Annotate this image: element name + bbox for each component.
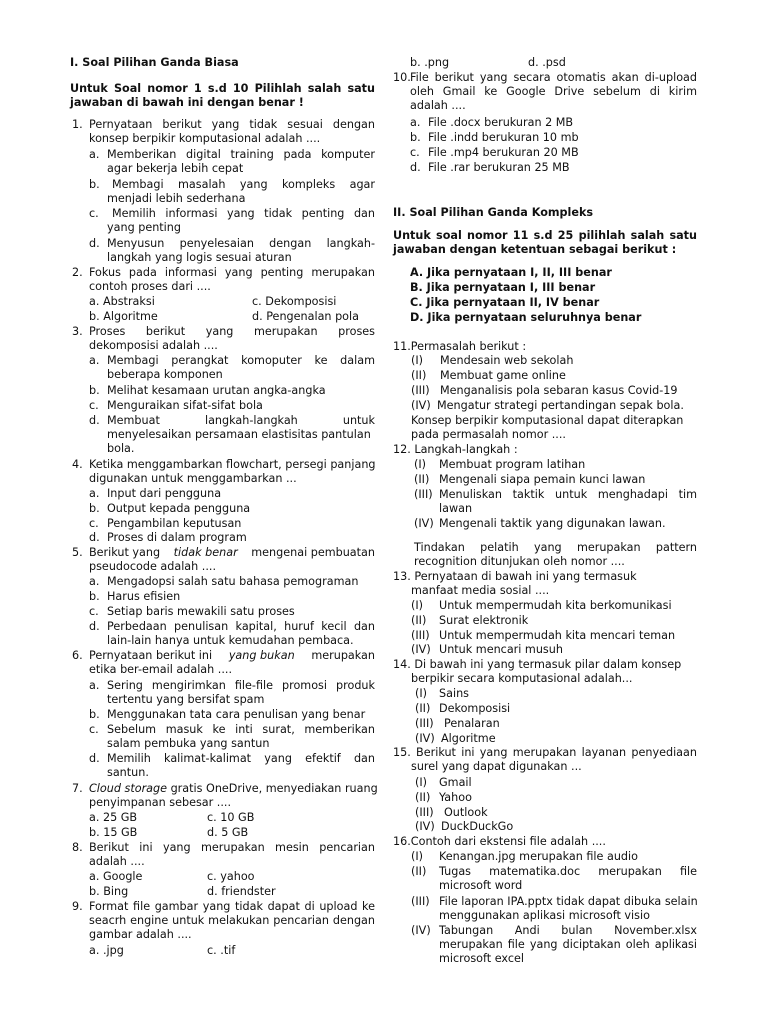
statement-number: (IV) <box>411 643 431 656</box>
option-text: santun. <box>107 766 149 779</box>
question-text: gambar adalah .... <box>89 928 192 941</box>
option-text: salam pembuka yang santun <box>107 737 270 750</box>
statement-number: (I) <box>415 687 428 700</box>
statement-number: (IV) <box>414 517 434 530</box>
option-text: Memilih informasi yang tidak penting dan <box>112 207 375 220</box>
question-text: recognition ditunjukan oleh nomor .... <box>414 555 625 568</box>
statement-text: Untuk mempermudah kita mencari teman <box>439 629 676 642</box>
question-text: digunakan untuk menggambarkan ... <box>89 472 297 485</box>
statement-text: microsoft excel <box>439 952 524 965</box>
statement-text: Outlook <box>444 806 488 819</box>
statement-number: (III) <box>411 895 430 908</box>
question-text: Tindakan pelatih yang merupakan pattern <box>414 541 697 554</box>
option-text: beberapa komponen <box>107 368 223 381</box>
option-label: a. <box>89 148 100 161</box>
option-label: b. <box>89 384 100 397</box>
option-label: d. <box>89 531 100 544</box>
option-text: langkah yang logis sesuai aturan <box>107 251 292 264</box>
statement-text: Tabungan Andi bulan November.xlsx <box>439 924 697 937</box>
question-text: 15. Berikut ini yang merupakan layanan penyediaan <box>393 746 697 759</box>
text-run: gratis OneDrive, menyediakan ruang <box>170 782 378 795</box>
question-text <box>89 782 378 796</box>
answer-key-b: B. Jika pernyataan I, III benar <box>410 281 596 294</box>
question-text: 12. Langkah-langkah : <box>393 443 518 456</box>
question-number: 2. <box>72 266 83 279</box>
statement-number: (II) <box>414 473 430 486</box>
option-label: c. <box>410 146 420 159</box>
question-text: Berikut ini yang merupakan mesin pencarian <box>89 841 375 854</box>
option-text: b. .png <box>410 56 450 69</box>
statement-text: merupakan file yang diciptakan oleh aplikasi <box>439 938 697 951</box>
statement-text: Membuat program latihan <box>439 458 586 471</box>
section-2-instruction: Untuk soal nomor 11 s.d 25 pilihlah salah satu <box>393 229 697 242</box>
option-text: Memilih kalimat-kalimat yang efektif dan <box>107 752 375 765</box>
option-text: agar bekerja lebih cepat <box>107 162 244 175</box>
option-label: a. <box>89 487 100 500</box>
statement-text: Untuk mencari musuh <box>439 643 563 656</box>
statement-text: microsoft word <box>439 879 523 892</box>
option-text: a. 25 GB <box>89 811 138 824</box>
statement-number: (III) <box>411 384 430 397</box>
statement-number: (II) <box>411 614 427 627</box>
statement-text: Mengenali siapa pemain kunci lawan <box>439 473 646 486</box>
option-label: d. <box>89 414 100 427</box>
option-text: d. .psd <box>528 56 566 69</box>
option-text: lain-lain hanya untuk kemudahan pembaca. <box>107 634 354 647</box>
question-text: Ketika menggambarkan flowchart, persegi panjang <box>89 458 376 471</box>
statement-text: Menganalisis pola sebaran kasus Covid-19 <box>440 384 678 397</box>
question-number: 7. <box>72 782 83 795</box>
option-text: File .mp4 berukuran 20 MB <box>428 146 579 159</box>
text-run-italic: Cloud storage <box>89 782 168 795</box>
question-text: oleh Gmail ke Google Drive sebelum di kirim <box>410 85 697 98</box>
text-run: mengenai pembuatan <box>251 546 375 559</box>
text-run: Berikut yang <box>89 546 161 559</box>
option-text: c. .tif <box>207 944 236 957</box>
statement-number: (II) <box>415 791 431 804</box>
option-text: File .indd berukuran 10 mb <box>428 131 579 144</box>
statement-text: Algoritme <box>441 732 496 745</box>
option-text: a. Abstraksi <box>89 295 155 308</box>
section-1-instruction: Untuk Soal nomor 1 s.d 10 Pilihlah salah satu <box>70 82 375 95</box>
statement-number: (II) <box>415 702 431 715</box>
section-1-instruction-2: jawaban di bawah ini dengan benar ! <box>70 96 304 109</box>
option-text: Perbedaan penulisan kapital, huruf kecil dan <box>107 620 375 633</box>
question-number: 8. <box>72 841 83 854</box>
statement-text: Gmail <box>439 776 472 789</box>
option-text: Proses di dalam program <box>107 531 247 544</box>
option-label: a. <box>89 575 100 588</box>
statement-text: File laporan IPA.pptx tidak dapat dibuka selain <box>439 895 698 908</box>
question-text: berpikir secara komputasional adalah... <box>411 672 633 685</box>
question-number: 1. <box>72 118 83 131</box>
option-text: Menggunakan tata cara penulisan yang benar <box>107 708 366 721</box>
option-text: Membagi masalah yang kompleks agar <box>112 178 375 191</box>
statement-number: (I) <box>411 354 424 367</box>
option-label: a. <box>410 116 421 129</box>
option-label: b. <box>410 131 421 144</box>
statement-number: (III) <box>415 806 434 819</box>
option-text: bola. <box>107 442 135 455</box>
statement-number: (II) <box>411 865 427 878</box>
question-text: dekomposisi adalah .... <box>89 339 218 352</box>
question-text: Pernyataan berikut yang tidak sesuai dengan <box>89 118 375 131</box>
option-text: Sering mengirimkan file-file promosi produk <box>107 679 375 692</box>
option-text: c. yahoo <box>207 870 255 883</box>
option-text: Input dari pengguna <box>107 487 222 500</box>
option-text: Membagi perangkat komoputer ke dalam <box>107 354 375 367</box>
question-text: adalah .... <box>410 99 466 112</box>
option-label: d. <box>410 161 421 174</box>
option-text: tertentu yang bersifat spam <box>107 693 265 706</box>
statement-text: lawan <box>439 502 473 515</box>
option-text: Setiap baris mewakili satu proses <box>107 605 295 618</box>
option-text: yang penting <box>107 221 181 234</box>
option-text: Menyusun penyelesaian dengan langkah- <box>107 237 375 250</box>
option-label: d. <box>89 752 100 765</box>
statement-number: (III) <box>411 629 430 642</box>
section-2-title: II. Soal Pilihan Ganda Kompleks <box>393 206 594 219</box>
text-run: Pernyataan berikut ini <box>89 649 213 662</box>
question-text: Format file gambar yang tidak dapat di upload ke <box>89 900 375 913</box>
option-text: b. Algoritme <box>89 310 158 323</box>
option-text: b. 15 GB <box>89 826 138 839</box>
question-text <box>89 649 375 663</box>
option-text: Sebelum masuk ke inti surat, memberikan <box>107 723 375 736</box>
option-text: File .rar berukuran 25 MB <box>428 161 570 174</box>
question-text: pada permasalah nomor .... <box>411 428 566 441</box>
question-text: Fokus pada informasi yang penting merupakan <box>89 266 375 279</box>
statement-text: Dekomposisi <box>439 702 511 715</box>
option-text: d. friendster <box>207 885 276 898</box>
option-label: b. <box>89 708 100 721</box>
option-text: Menguraikan sifat-sifat bola <box>107 399 263 412</box>
option-label: c. <box>89 517 99 530</box>
statement-number: (IV) <box>415 732 435 745</box>
option-text: d. Pengenalan pola <box>252 310 359 323</box>
option-text: a. .jpg <box>89 944 124 957</box>
statement-number: (I) <box>414 458 427 471</box>
question-text: 16.Contoh dari ekstensi file adalah .... <box>393 835 606 848</box>
option-text: b. Bing <box>89 885 129 898</box>
statement-text: Untuk mempermudah kita berkomunikasi <box>439 599 672 612</box>
option-text: Harus efisien <box>107 590 181 603</box>
statement-number: (IV) <box>411 399 431 412</box>
option-text: c. Dekomposisi <box>252 295 337 308</box>
question-number: 4. <box>72 458 83 471</box>
option-text: Membuat langkah-langkah untuk <box>107 414 375 427</box>
statement-text: menggunakan aplikasi microsoft visio <box>439 909 650 922</box>
question-text: 11.Permasalah berikut : <box>393 340 527 353</box>
answer-key-d: D. Jika pernyataan seluruhnya benar <box>410 311 642 324</box>
statement-number: (III) <box>415 717 434 730</box>
answer-key-a: A. Jika pernyataan I, II, III benar <box>410 266 612 279</box>
option-text: Melihat kesamaan urutan angka-angka <box>107 384 326 397</box>
option-label: a. <box>89 679 100 692</box>
statement-number: (IV) <box>415 820 435 833</box>
question-number: 10. <box>393 71 411 84</box>
statement-text: Mengenali taktik yang digunakan lawan. <box>439 517 666 530</box>
option-text: menjadi lebih sederhana <box>107 192 246 205</box>
question-text: Proses berikut yang merupakan proses <box>89 325 375 338</box>
statement-text: Sains <box>439 687 469 700</box>
statement-number: (I) <box>411 850 424 863</box>
option-text: Mengadopsi salah satu bahasa pemograman <box>107 575 359 588</box>
option-label: c. <box>89 723 99 736</box>
option-text: Memberikan digital training pada komputer <box>107 148 375 161</box>
option-label: c. <box>89 605 99 618</box>
option-label: d. <box>89 237 100 250</box>
statement-text: Kenangan.jpg merupakan file audio <box>439 850 638 863</box>
statement-number: (IV) <box>411 924 431 937</box>
option-text: c. 10 GB <box>207 811 255 824</box>
statement-text: Yahoo <box>439 791 472 804</box>
question-number: 9. <box>72 900 83 913</box>
text-run-italic: tidak benar <box>173 546 238 559</box>
statement-text: DuckDuckGo <box>441 820 514 833</box>
question-text: contoh proses dari .... <box>89 280 211 293</box>
question-text: konsep berpikir komputasional adalah .... <box>89 132 321 145</box>
statement-text: Menuliskan taktik untuk menghadapi tim <box>439 488 697 501</box>
option-label: a. <box>89 354 100 367</box>
question-text: pseudocode adalah .... <box>89 560 217 573</box>
question-text: 14. Di bawah ini yang termasuk pilar dalam konsep <box>393 658 682 671</box>
option-label: b. <box>89 178 100 191</box>
question-text: Konsep berpikir komputasional dapat diterapkan <box>411 414 684 427</box>
question-text: etika ber-email adalah .... <box>89 663 233 676</box>
question-text: adalah .... <box>89 855 145 868</box>
option-label: b. <box>89 590 100 603</box>
question-number: 6. <box>72 649 83 662</box>
statement-number: (I) <box>415 776 428 789</box>
question-text: File berikut yang secara otomatis akan di-upload <box>410 71 697 84</box>
option-label: b. <box>89 502 100 515</box>
option-text: Pengambilan keputusan <box>107 517 242 530</box>
statement-text: Membuat game online <box>440 369 566 382</box>
question-text: 13. Pernyataan di bawah ini yang termasuk <box>393 570 637 583</box>
question-text: surel yang dapat digunakan ... <box>411 760 582 773</box>
statement-text: Surat elektronik <box>439 614 529 627</box>
text-run: merupakan <box>311 649 375 662</box>
option-text: menyelesaikan persamaan elastisitas pantulan <box>107 428 371 441</box>
question-text: penyimpanan sebesar .... <box>89 796 232 809</box>
question-number: 3. <box>72 325 83 338</box>
section-2-instruction-2: jawaban dengan ketentuan sebagai berikut : <box>393 243 677 256</box>
question-text: manfaat media sosial .... <box>411 584 550 597</box>
text-run-italic: yang bukan <box>228 649 295 662</box>
statement-number: (III) <box>414 488 433 501</box>
statement-text: Mendesain web sekolah <box>440 354 574 367</box>
statement-number: (II) <box>411 369 427 382</box>
answer-key-c: C. Jika pernyataan II, IV benar <box>410 296 600 309</box>
section-1-title: I. Soal Pilihan Ganda Biasa <box>70 56 239 69</box>
option-text: d. 5 GB <box>207 826 249 839</box>
statement-number: (I) <box>411 599 424 612</box>
option-label: d. <box>89 620 100 633</box>
option-text: a. Google <box>89 870 143 883</box>
option-text: File .docx berukuran 2 MB <box>428 116 574 129</box>
question-number: 5. <box>72 546 83 559</box>
option-label: c. <box>89 207 99 220</box>
statement-text: Mengatur strategi pertandingan sepak bola. <box>437 399 684 412</box>
question-text: seacrh engine untuk melakukan pencarian dengan <box>89 914 375 927</box>
option-text: Output kepada pengguna <box>107 502 251 515</box>
question-text <box>89 546 375 560</box>
statement-text: Tugas matematika.doc merupakan file <box>439 865 697 878</box>
statement-text: Penalaran <box>444 717 500 730</box>
option-label: c. <box>89 399 99 412</box>
